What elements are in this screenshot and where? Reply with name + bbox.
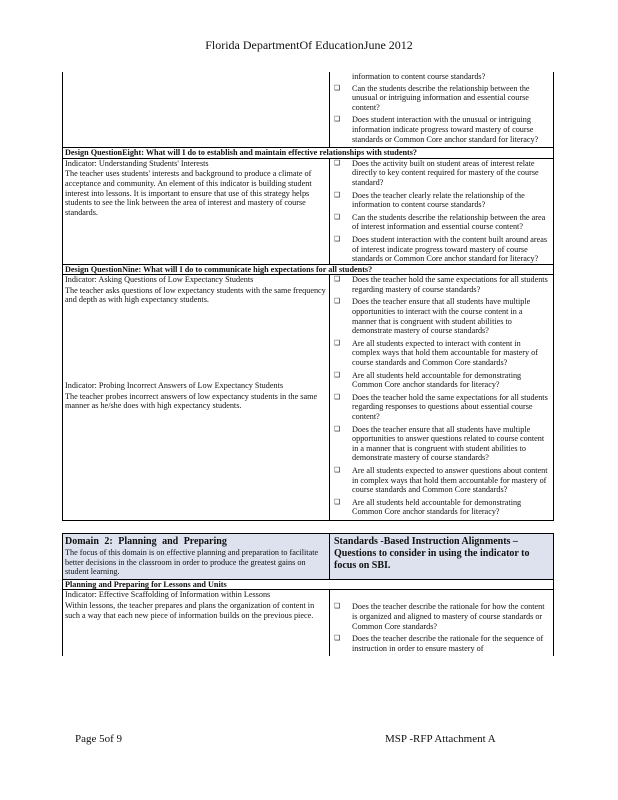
planning-section-title: Planning and Preparing for Lessons and Units: [62, 580, 554, 591]
list-item: ❑ Are all students expected to answer questions about content in complex ways that hold them accountable for mastery of course standards and Common Core standards?: [334, 465, 548, 495]
list-item: ❑ Can the students describe the relationship between the unusual or intriguing information and essential course content?: [334, 83, 530, 112]
q8-right: [329, 159, 553, 264]
domain-description: The focus of this domain is on effective planning and preparation to facilitate better decisions in the classroom in order to produce the greatest gains on student learning.: [65, 547, 319, 577]
list-item: ❑ Does the teacher describe the rationale for how the content is organized and aligned to mastery of course standards or Common Core standards?: [334, 602, 545, 631]
pp-left: [63, 590, 329, 656]
checkbox-icon: ❑: [334, 602, 341, 611]
list-item: ❑ Are all students held accountable for demonstrating Common Core anchor standards for literacy?: [334, 370, 522, 390]
domain-two-right: [329, 534, 553, 579]
domain-title: Domain 2: Planning and Preparing: [65, 535, 227, 547]
list-item: ❑ Does student interaction with the unusual or intriguing information indicate progress toward mastery of course standards or Common Core anchor standard for literacy?: [334, 115, 539, 144]
checkbox-icon: ❑: [334, 275, 341, 284]
indicator-description: Within lessons, the teacher prepares and plans the organization of content in such a way that each new piece of information builds on the previous piece.: [65, 600, 315, 620]
page-header: Florida DepartmentOf EducationJune 2012: [205, 38, 413, 52]
q9-row: [62, 274, 554, 521]
list-item: ❑ Does student interaction with the content built around areas of interest indicate progress toward mastery of course standards or Common Core anchor standard for literacy?: [334, 234, 548, 264]
empty-left-cell: [63, 72, 329, 147]
checkbox-icon: ❑: [334, 234, 341, 243]
standards-title: Standards -Based Instruction Alignments – Questions to consider in using the indicator to focus on SBI.: [334, 535, 530, 571]
checkbox-icon: ❑: [334, 338, 341, 347]
list-item: ❑ Does the teacher ensure that all students have multiple opportunities to answer questions related to course content in a manner that is congruent with student abilities to demonstrate mastery of course standards?: [334, 424, 545, 463]
list-item: ❑ Does the teacher hold the same expectations for all students regarding responses to questions about essential course content?: [334, 392, 548, 421]
alignment-table: [62, 72, 554, 656]
list-item: ❑ Does the teacher hold the same expectations for all students regarding mastery of course standards?: [334, 275, 548, 294]
q9-right: [329, 275, 553, 520]
checkbox-icon: ❑: [334, 297, 341, 306]
checkbox-icon: ❑: [334, 634, 341, 643]
indicator-label: Indicator: Understanding Students' Interests: [65, 158, 209, 168]
list-item: ❑ Does the teacher ensure that all students have multiple opportunities to interact with the course content in a manner that is congruent with student abilities to demonstrate mastery of course standards?: [334, 297, 531, 336]
indicator-description: The teacher uses students' interests and background to produce a climate of acceptance and community. An element of this indicator is building student interest into lessons. It is important to ensure that use of this strategy helps students to see the link between the area of interest and mastery of course standards.: [65, 169, 312, 217]
checkbox-icon: ❑: [334, 497, 341, 506]
list-item: ❑ Are all students expected to interact with content in complex ways that hold them accountable for mastery of course standards and Common Core standards?: [334, 338, 538, 368]
q8-row: [62, 158, 554, 264]
list-item: ❑ Does the activity built on student areas of interest relate directly to key content required for mastery of the course standard?: [334, 158, 539, 187]
domain-two-header: [62, 533, 554, 580]
pp-right: [329, 590, 553, 656]
checkbox-icon: ❑: [334, 424, 341, 433]
list-item: ❑ Are all students held accountable for demonstrating Common Core anchor standards for literacy?: [334, 497, 522, 517]
indicator-description: The teacher probes incorrect answers of low expectancy students in the same manner as he/she does with high expectancy students.: [65, 391, 318, 411]
page-number: Page 5of 9: [75, 733, 123, 745]
checkbox-icon: ❑: [334, 465, 341, 474]
checkbox-icon: ❑: [334, 370, 341, 379]
list-item: ❑ Can the students describe the relationship between the area of interest information and essential course content?: [334, 212, 546, 232]
continued-row: [62, 72, 554, 147]
indicator-label: Indicator: Effective Scaffolding of Information within Lessons: [65, 590, 271, 600]
pp-row: [62, 590, 554, 656]
indicator-label: Indicator: Probing Incorrect Answers of Low Expectancy Students: [65, 381, 284, 391]
list-item: information to content course standards?: [352, 72, 486, 81]
list-item: ❑ Does the teacher clearly relate the relationship of the information to content course standards?: [334, 190, 525, 210]
checkbox-icon: ❑: [334, 190, 341, 199]
continued-bullets: [329, 72, 553, 147]
domain-two-left: [63, 534, 329, 579]
checkbox-icon: ❑: [334, 158, 341, 167]
checkbox-icon: ❑: [334, 212, 341, 221]
design-question-eight-title: Design QuestionEight: What will I do to establish and maintain effective relationships with students?: [62, 147, 554, 158]
q9-left: [63, 275, 329, 520]
checkbox-icon: ❑: [334, 115, 341, 124]
indicator-label: Indicator: Asking Questions of Low Expectancy Students: [65, 275, 254, 285]
checkbox-icon: ❑: [334, 392, 341, 401]
design-question-nine-title: Design QuestionNine: What will I do to communicate high expectations for all students?: [62, 264, 554, 275]
list-item: ❑ Does the teacher describe the rationale for the sequence of instruction in order to ensure mastery of: [334, 634, 544, 653]
indicator-description: The teacher asks questions of low expectancy students with the same frequency and depth as with high expectancy students.: [65, 285, 326, 305]
attachment-label: MSP -RFP Attachment A: [385, 733, 496, 745]
checkbox-icon: ❑: [334, 83, 341, 92]
q8-left: [63, 159, 329, 264]
